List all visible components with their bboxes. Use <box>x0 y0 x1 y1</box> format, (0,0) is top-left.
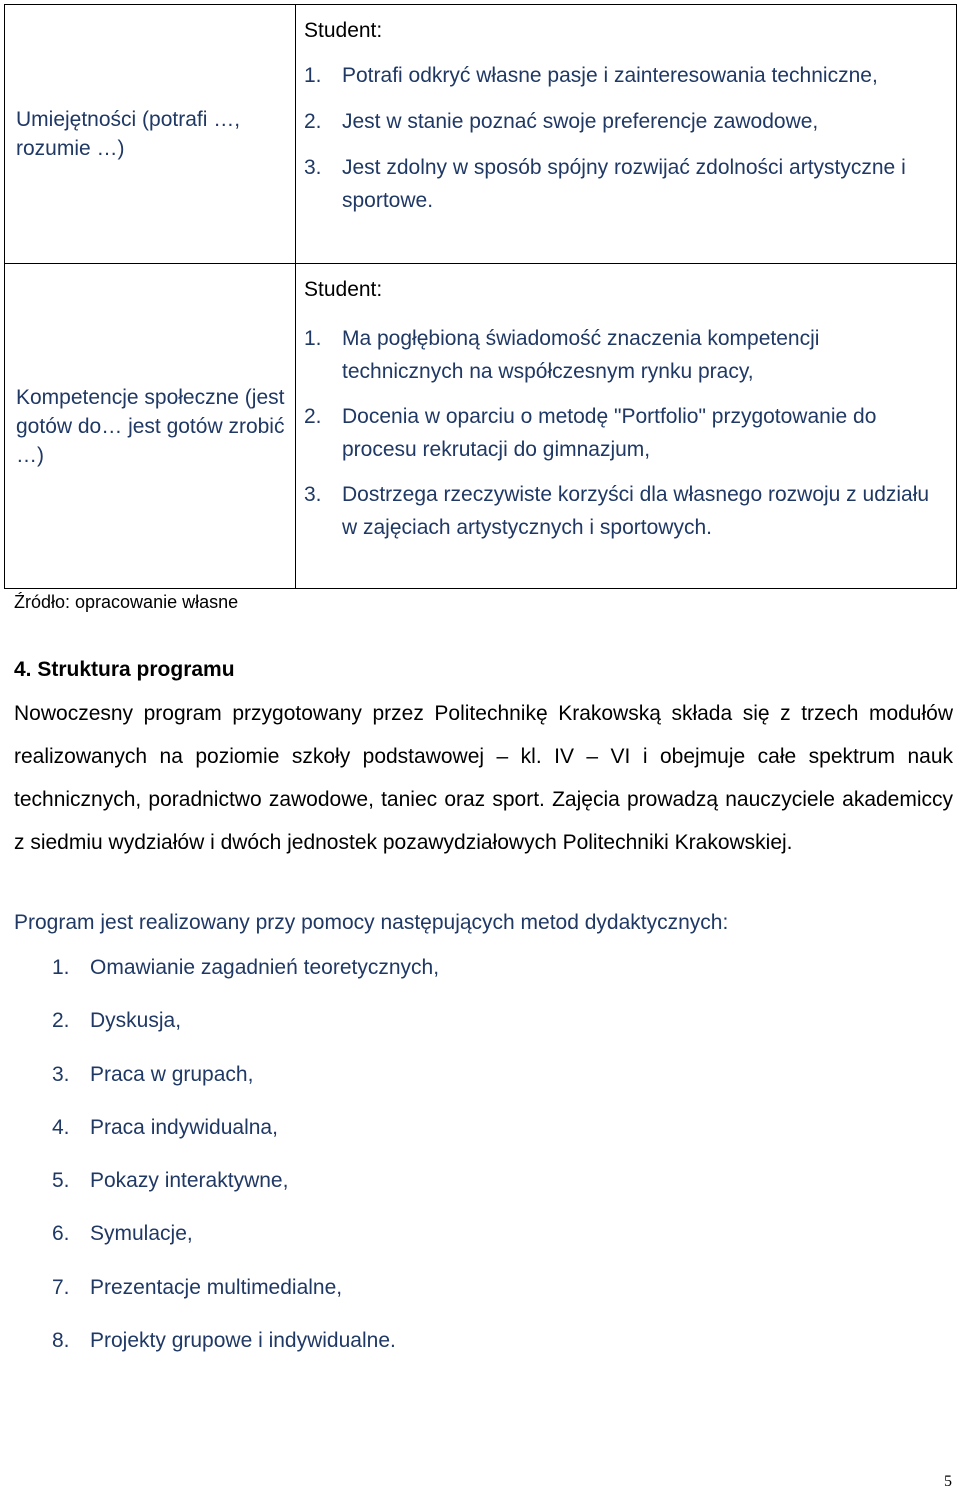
item-text: Dyskusja, <box>90 1009 182 1033</box>
item-text: Dostrzega rzeczywiste korzyści dla własnego rozwoju z udziału w zajęciach artystycznych i sportowych. <box>342 483 930 539</box>
item-text: Jest zdolny w sposób spójny rozwijać zdolności artystyczne i sportowe. <box>342 156 906 212</box>
list-item <box>304 105 946 138</box>
list-item <box>52 1218 439 1271</box>
item-number: 2. <box>304 405 322 428</box>
row-label-text: Umiejętności (potrafi …, rozumie …) <box>16 108 241 160</box>
paragraph-text: Zajęcia prowadzą nauczyciele akademiccy z siedmiu wydziałów i dwóch jednostek pozawydziałowych Politechniki Krakowskiej. <box>14 788 954 854</box>
item-number: 8. <box>52 1329 70 1353</box>
item-text: Praca w grupach, <box>90 1062 254 1086</box>
item-number: 1. <box>52 956 70 979</box>
list-item <box>52 1325 439 1378</box>
item-number: 2. <box>52 1009 70 1033</box>
paragraph-text: Nowoczesny program przygotowany przez Politechnikę Krakowską składa się z trzech modułów realizowanych na poziomie szkoły podstawowej – kl. IV – VI i obejmuje całe spektrum nauk technicznych, poradnictwo zawodowe, taniec oraz sport. <box>14 702 953 811</box>
item-number: 6. <box>52 1222 70 1246</box>
section-title: 4. Struktura programu <box>14 658 235 681</box>
item-text: Praca indywidualna, <box>90 1115 278 1139</box>
list-item <box>52 1005 439 1058</box>
methods-lead: Program jest realizowany przy pomocy następujących metod dydaktycznych: <box>14 911 729 934</box>
item-number: 5. <box>52 1169 70 1193</box>
item-number: 1. <box>304 327 322 350</box>
list-item <box>52 1165 439 1218</box>
table-row-social-competences <box>5 264 957 589</box>
item-number: 4. <box>52 1115 70 1139</box>
list-item <box>304 322 946 388</box>
row-label-social-competences <box>5 264 296 589</box>
row-content-social-competences <box>296 264 957 589</box>
student-header: Student: <box>304 278 383 301</box>
item-text: Docenia w oparciu o metodę "Portfolio" przygotowanie do procesu rekrutacji do gimnazjum, <box>342 405 877 461</box>
item-text: Potrafi odkryć własne pasje i zainteresowania techniczne, <box>342 64 878 87</box>
section-body <box>14 692 953 864</box>
item-number: 7. <box>52 1275 70 1299</box>
student-header: Student: <box>304 19 383 42</box>
list-item <box>52 1272 439 1325</box>
competences-list <box>304 322 946 544</box>
list-item <box>52 952 439 1005</box>
paragraph <box>14 692 953 864</box>
page-number: 5 <box>944 1473 952 1490</box>
row-label-text: Kompetencje społeczne (jest gotów do… jest gotów zrobić …) <box>16 385 285 467</box>
item-number: 3. <box>304 483 322 506</box>
list-item <box>304 59 946 92</box>
list-item <box>304 151 946 217</box>
item-number: 3. <box>304 156 322 179</box>
item-text: Pokazy interaktywne, <box>90 1169 289 1193</box>
item-number: 2. <box>304 110 322 133</box>
item-text: Ma pogłębioną świadomość znaczenia kompetencji technicznych na współczesnym rynku pracy, <box>342 327 820 383</box>
item-text: Projekty grupowe i indywidualne. <box>90 1329 396 1353</box>
source-note: Źródło: opracowanie własne <box>14 592 239 612</box>
list-item <box>304 400 946 466</box>
table-row-skills <box>5 5 957 264</box>
item-text: Jest w stanie poznać swoje preferencje zawodowe, <box>342 110 819 133</box>
item-text: Omawianie zagadnień teoretycznych, <box>90 956 440 979</box>
item-number: 3. <box>52 1062 70 1086</box>
list-item <box>52 1112 439 1165</box>
row-content-skills <box>296 5 957 264</box>
methods-list <box>52 952 439 1378</box>
learning-outcomes-table <box>4 4 957 589</box>
item-text: Prezentacje multimedialne, <box>90 1275 343 1299</box>
skills-list <box>304 59 946 217</box>
list-item <box>304 478 946 544</box>
list-item <box>52 1059 439 1112</box>
row-label-skills <box>5 5 296 264</box>
item-text: Symulacje, <box>90 1222 193 1246</box>
item-number: 1. <box>304 64 322 87</box>
